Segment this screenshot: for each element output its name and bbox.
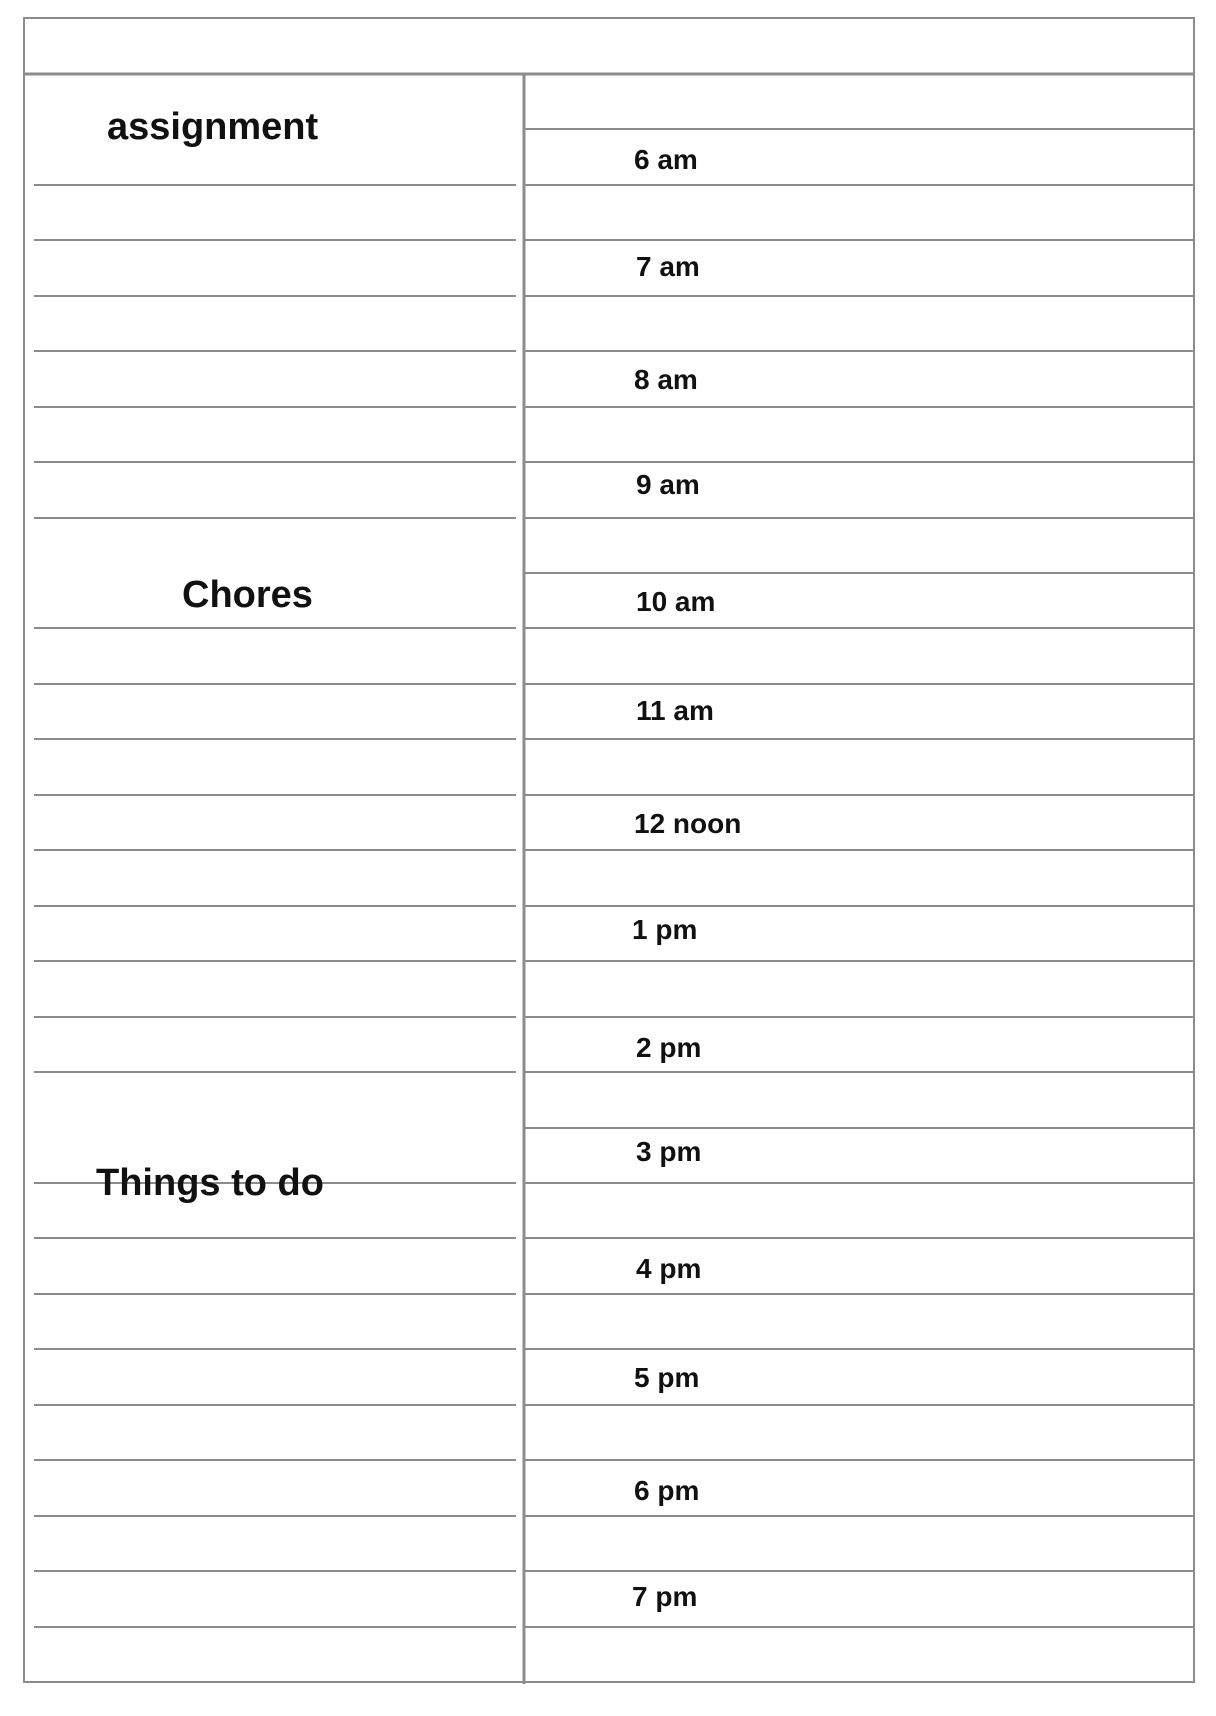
time-label: 9 am [636,469,700,500]
time-label: 2 pm [636,1032,702,1063]
time-label: 7 am [636,251,700,282]
time-label: 6 pm [634,1475,700,1506]
time-label: 6 am [634,144,698,175]
time-label: 5 pm [634,1362,700,1393]
time-label: 8 am [634,364,698,395]
time-label: 7 pm [632,1581,698,1612]
time-label: 1 pm [632,914,698,945]
time-label: 3 pm [636,1136,702,1167]
section-title-assignment: assignment [107,106,319,148]
time-label: 10 am [636,586,716,617]
time-label: 4 pm [636,1253,702,1284]
section-title-chores: Chores [182,574,313,616]
time-label: 11 am [636,695,714,726]
time-label: 12 noon [634,808,742,839]
section-title-things-to-do: Things to do [96,1162,324,1204]
